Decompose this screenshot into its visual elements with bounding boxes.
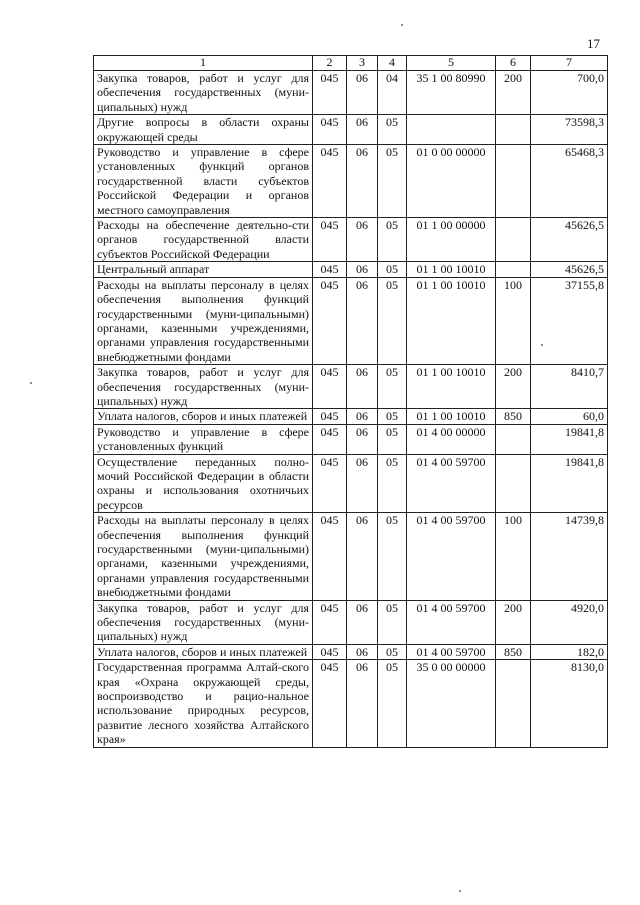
header-row [94, 56, 608, 71]
expense-type-cell [496, 454, 531, 513]
section-code-cell: 06 [347, 409, 378, 424]
column-header: 3 [347, 56, 378, 71]
section-code-cell: 06 [347, 660, 378, 747]
amount-cell: 8130,0 [531, 660, 608, 747]
row-name-cell: Закупка товаров, работ и услуг для обеспечения государственных (муни-ципальных) нужд [94, 365, 313, 409]
target-article-cell: 01 1 00 10010 [407, 409, 496, 424]
subsection-code-cell: 04 [378, 71, 407, 115]
row-name-cell: Осуществление переданных полно-мочий Российской Федерации в области охраны и использования охотничьих ресурсов [94, 454, 313, 513]
target-article-cell: 01 4 00 59700 [407, 513, 496, 600]
amount-cell: 14739,8 [531, 513, 608, 600]
section-code-cell: 06 [347, 454, 378, 513]
section-code-cell: 06 [347, 600, 378, 644]
row-name-cell: Уплата налогов, сборов и иных платежей [94, 644, 313, 659]
ministry-code-cell: 045 [313, 145, 347, 218]
amount-cell: 4920,0 [531, 600, 608, 644]
budget-table [93, 55, 608, 748]
subsection-code-cell: 05 [378, 600, 407, 644]
table-row [94, 115, 608, 145]
ministry-code-cell: 045 [313, 660, 347, 747]
section-code-cell: 06 [347, 145, 378, 218]
table-row [94, 409, 608, 424]
target-article-cell: 01 1 00 10010 [407, 277, 496, 364]
row-name-cell: Уплата налогов, сборов и иных платежей [94, 409, 313, 424]
section-code-cell: 06 [347, 71, 378, 115]
amount-cell: 73598,3 [531, 115, 608, 145]
ministry-code-cell: 045 [313, 71, 347, 115]
scan-speck [401, 24, 403, 26]
scan-speck [541, 344, 543, 346]
row-name-cell: Руководство и управление в сфере установленных функций органов государственной власти субъектов Российской Федерации и органов местного самоуправления [94, 145, 313, 218]
expense-type-cell [496, 262, 531, 277]
table-row [94, 454, 608, 513]
amount-cell: 60,0 [531, 409, 608, 424]
expense-type-cell: 200 [496, 600, 531, 644]
expense-type-cell: 200 [496, 71, 531, 115]
ministry-code-cell: 045 [313, 262, 347, 277]
subsection-code-cell: 05 [378, 644, 407, 659]
ministry-code-cell: 045 [313, 115, 347, 145]
ministry-code-cell: 045 [313, 409, 347, 424]
table-row [94, 218, 608, 262]
ministry-code-cell: 045 [313, 454, 347, 513]
subsection-code-cell: 05 [378, 660, 407, 747]
column-header: 4 [378, 56, 407, 71]
scan-speck [459, 890, 461, 892]
target-article-cell: 01 0 00 00000 [407, 145, 496, 218]
table-row [94, 644, 608, 659]
subsection-code-cell: 05 [378, 145, 407, 218]
ministry-code-cell: 045 [313, 513, 347, 600]
row-name-cell: Руководство и управление в сфере установленных функций [94, 424, 313, 454]
subsection-code-cell: 05 [378, 513, 407, 600]
amount-cell: 45626,5 [531, 218, 608, 262]
ministry-code-cell: 045 [313, 600, 347, 644]
row-name-cell: Расходы на обеспечение деятельно-сти органов государственной власти субъектов Российской Федерации [94, 218, 313, 262]
section-code-cell: 06 [347, 424, 378, 454]
expense-type-cell: 200 [496, 365, 531, 409]
ministry-code-cell: 045 [313, 218, 347, 262]
expense-type-cell: 850 [496, 409, 531, 424]
expense-type-cell: 100 [496, 513, 531, 600]
ministry-code-cell: 045 [313, 424, 347, 454]
target-article-cell: 01 4 00 59700 [407, 644, 496, 659]
subsection-code-cell: 05 [378, 262, 407, 277]
expense-type-cell [496, 145, 531, 218]
subsection-code-cell: 05 [378, 115, 407, 145]
expense-type-cell: 100 [496, 277, 531, 364]
target-article-cell: 01 4 00 59700 [407, 600, 496, 644]
row-name-cell: Закупка товаров, работ и услуг для обеспечения государственных (муни-ципальных) нужд [94, 71, 313, 115]
target-article-cell: 01 1 00 10010 [407, 365, 496, 409]
subsection-code-cell: 05 [378, 454, 407, 513]
table-row [94, 513, 608, 600]
ministry-code-cell: 045 [313, 644, 347, 659]
subsection-code-cell: 05 [378, 365, 407, 409]
row-name-cell: Центральный аппарат [94, 262, 313, 277]
scan-speck [30, 382, 32, 384]
table-row [94, 71, 608, 115]
target-article-cell: 01 1 00 00000 [407, 218, 496, 262]
row-name-cell: Государственная программа Алтай-ского края «Охрана окружающей среды, воспроизводство и рацио-нальное использование природных ресурсов, развитие лесного хозяйства Алтайского края» [94, 660, 313, 747]
section-code-cell: 06 [347, 218, 378, 262]
expense-type-cell [496, 218, 531, 262]
row-name-cell: Закупка товаров, работ и услуг для обеспечения государственных (муни-ципальных) нужд [94, 600, 313, 644]
row-name-cell: Расходы на выплаты персоналу в целях обеспечения выполнения функций государственными (муни-ципальными) органами, казенными учреждениями, органами управления государственными внебюджетными фондами [94, 513, 313, 600]
target-article-cell: 01 1 00 10010 [407, 262, 496, 277]
amount-cell: 700,0 [531, 71, 608, 115]
table-row [94, 365, 608, 409]
table-row [94, 660, 608, 747]
table-row [94, 277, 608, 364]
column-header: 5 [407, 56, 496, 71]
amount-cell: 19841,8 [531, 424, 608, 454]
section-code-cell: 06 [347, 644, 378, 659]
page-number: 17 [587, 36, 600, 51]
ministry-code-cell: 045 [313, 365, 347, 409]
subsection-code-cell: 05 [378, 424, 407, 454]
expense-type-cell: 850 [496, 644, 531, 659]
subsection-code-cell: 05 [378, 277, 407, 364]
target-article-cell: 35 0 00 00000 [407, 660, 496, 747]
amount-cell: 8410,7 [531, 365, 608, 409]
subsection-code-cell: 05 [378, 409, 407, 424]
column-header: 1 [94, 56, 313, 71]
target-article-cell: 01 4 00 59700 [407, 454, 496, 513]
table-body [94, 71, 608, 748]
column-header: 6 [496, 56, 531, 71]
section-code-cell: 06 [347, 277, 378, 364]
column-header: 2 [313, 56, 347, 71]
ministry-code-cell: 045 [313, 277, 347, 364]
amount-cell: 182,0 [531, 644, 608, 659]
amount-cell: 45626,5 [531, 262, 608, 277]
section-code-cell: 06 [347, 365, 378, 409]
row-name-cell: Расходы на выплаты персоналу в целях обеспечения выполнения функций государственными (муни-ципальными) органами, казенными учреждениями, органами управления государственными внебюджетными фондами [94, 277, 313, 364]
expense-type-cell [496, 115, 531, 145]
section-code-cell: 06 [347, 115, 378, 145]
table-row [94, 600, 608, 644]
amount-cell: 65468,3 [531, 145, 608, 218]
expense-type-cell [496, 424, 531, 454]
expense-type-cell [496, 660, 531, 747]
target-article-cell: 01 4 00 00000 [407, 424, 496, 454]
target-article-cell: 35 1 00 80990 [407, 71, 496, 115]
amount-cell: 19841,8 [531, 454, 608, 513]
target-article-cell [407, 115, 496, 145]
table-row [94, 424, 608, 454]
section-code-cell: 06 [347, 513, 378, 600]
row-name-cell: Другие вопросы в области охраны окружающей среды [94, 115, 313, 145]
subsection-code-cell: 05 [378, 218, 407, 262]
table-row [94, 262, 608, 277]
section-code-cell: 06 [347, 262, 378, 277]
column-header: 7 [531, 56, 608, 71]
table-row [94, 145, 608, 218]
amount-cell: 37155,8 [531, 277, 608, 364]
